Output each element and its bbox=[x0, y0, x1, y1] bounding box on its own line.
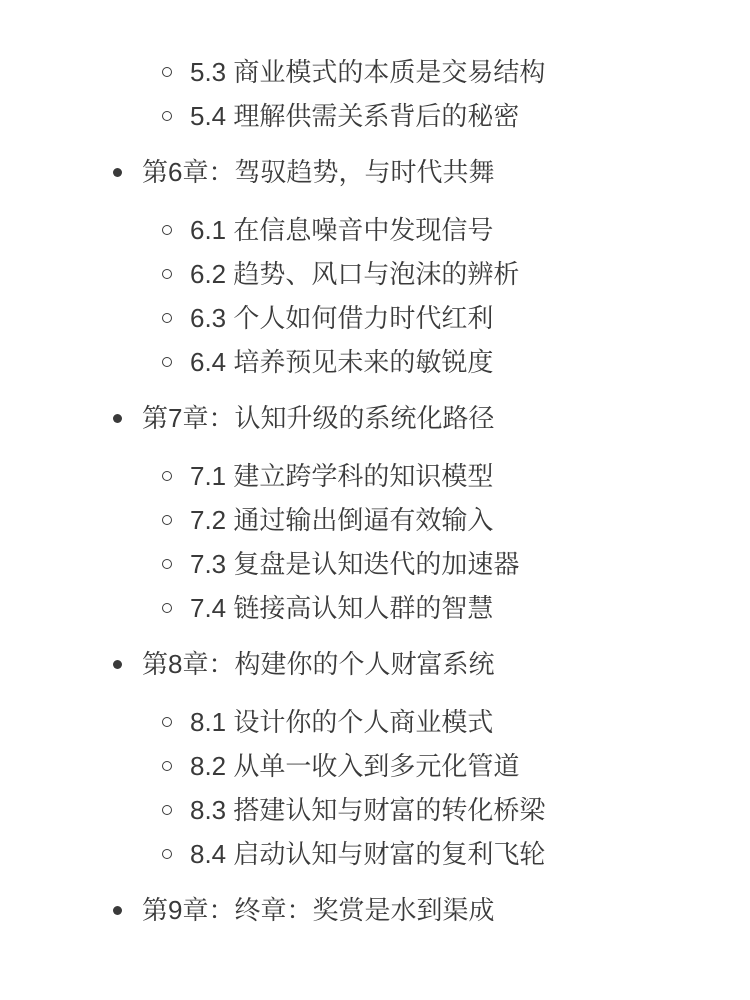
circle-bullet-icon bbox=[162, 849, 172, 859]
circle-bullet-icon bbox=[162, 225, 172, 235]
toc-subitem bbox=[162, 257, 750, 291]
circle-bullet-icon bbox=[162, 717, 172, 727]
circle-bullet-icon bbox=[162, 761, 172, 771]
toc-subitem bbox=[162, 503, 750, 537]
circle-bullet-icon bbox=[162, 357, 172, 367]
toc-subitem bbox=[162, 99, 750, 133]
toc-subitem bbox=[162, 459, 750, 493]
circle-bullet-icon bbox=[162, 67, 172, 77]
circle-bullet-icon bbox=[162, 559, 172, 569]
orphan-sublist bbox=[0, 55, 750, 133]
toc-chapter-row bbox=[113, 401, 750, 435]
toc-subitem bbox=[162, 705, 750, 739]
toc-subitem bbox=[162, 301, 750, 335]
circle-bullet-icon bbox=[162, 805, 172, 815]
toc-subitem-label: 5.3 商业模式的本质是交易结构 bbox=[190, 57, 546, 87]
toc-subitem bbox=[162, 749, 750, 783]
toc-chapter-title: 第8章：构建你的个人财富系统 bbox=[142, 649, 495, 679]
toc-chapter-row bbox=[113, 893, 750, 927]
toc-subitem bbox=[162, 837, 750, 871]
toc-subitem-label: 6.4 培养预见未来的敏锐度 bbox=[190, 347, 494, 377]
toc-subitem-label: 8.4 启动认知与财富的复利飞轮 bbox=[190, 839, 546, 869]
disc-bullet-icon bbox=[113, 168, 122, 177]
toc-subitem-label: 8.1 设计你的个人商业模式 bbox=[190, 707, 494, 737]
toc-subitem-label: 6.1 在信息噪音中发现信号 bbox=[190, 215, 494, 245]
toc-chapter-row bbox=[113, 647, 750, 681]
toc-chapter-group bbox=[0, 401, 750, 625]
disc-bullet-icon bbox=[113, 660, 122, 669]
circle-bullet-icon bbox=[162, 471, 172, 481]
circle-bullet-icon bbox=[162, 111, 172, 121]
circle-bullet-icon bbox=[162, 515, 172, 525]
toc-chapter-title: 第9章：终章：奖赏是水到渠成 bbox=[142, 895, 495, 925]
toc-subitem-label: 6.3 个人如何借力时代红利 bbox=[190, 303, 494, 333]
toc-subitem bbox=[162, 793, 750, 827]
toc-chapter-group bbox=[0, 155, 750, 379]
toc-chapter-row bbox=[113, 155, 750, 189]
toc-subitem bbox=[162, 591, 750, 625]
circle-bullet-icon bbox=[162, 603, 172, 613]
toc-chapter-group bbox=[0, 893, 750, 927]
toc-chapter-sublist bbox=[0, 213, 750, 379]
toc-chapter-title: 第7章：认知升级的系统化路径 bbox=[142, 403, 495, 433]
toc-chapter-sublist bbox=[0, 459, 750, 625]
toc-subitem-label: 8.3 搭建认知与财富的转化桥梁 bbox=[190, 795, 546, 825]
toc-subitem-label: 7.2 通过输出倒逼有效输入 bbox=[190, 505, 494, 535]
toc-subitem-label: 5.4 理解供需关系背后的秘密 bbox=[190, 101, 520, 131]
toc-subitem bbox=[162, 547, 750, 581]
toc-chapter-sublist bbox=[0, 705, 750, 871]
toc-subitem bbox=[162, 55, 750, 89]
disc-bullet-icon bbox=[113, 906, 122, 915]
toc-chapter-title: 第6章：驾驭趋势，与时代共舞 bbox=[142, 157, 495, 187]
circle-bullet-icon bbox=[162, 313, 172, 323]
toc-subitem-label: 7.4 链接高认知人群的智慧 bbox=[190, 593, 494, 623]
toc-chapter-group bbox=[0, 647, 750, 871]
toc-subitem-label: 6.2 趋势、风口与泡沫的辨析 bbox=[190, 259, 520, 289]
toc-subitem-label: 7.3 复盘是认知迭代的加速器 bbox=[190, 549, 520, 579]
circle-bullet-icon bbox=[162, 269, 172, 279]
chapter-groups bbox=[0, 155, 750, 927]
toc-subitem bbox=[162, 345, 750, 379]
disc-bullet-icon bbox=[113, 414, 122, 423]
toc-subitem-label: 7.1 建立跨学科的知识模型 bbox=[190, 461, 494, 491]
toc-subitem-label: 8.2 从单一收入到多元化管道 bbox=[190, 751, 520, 781]
toc-subitem bbox=[162, 213, 750, 247]
